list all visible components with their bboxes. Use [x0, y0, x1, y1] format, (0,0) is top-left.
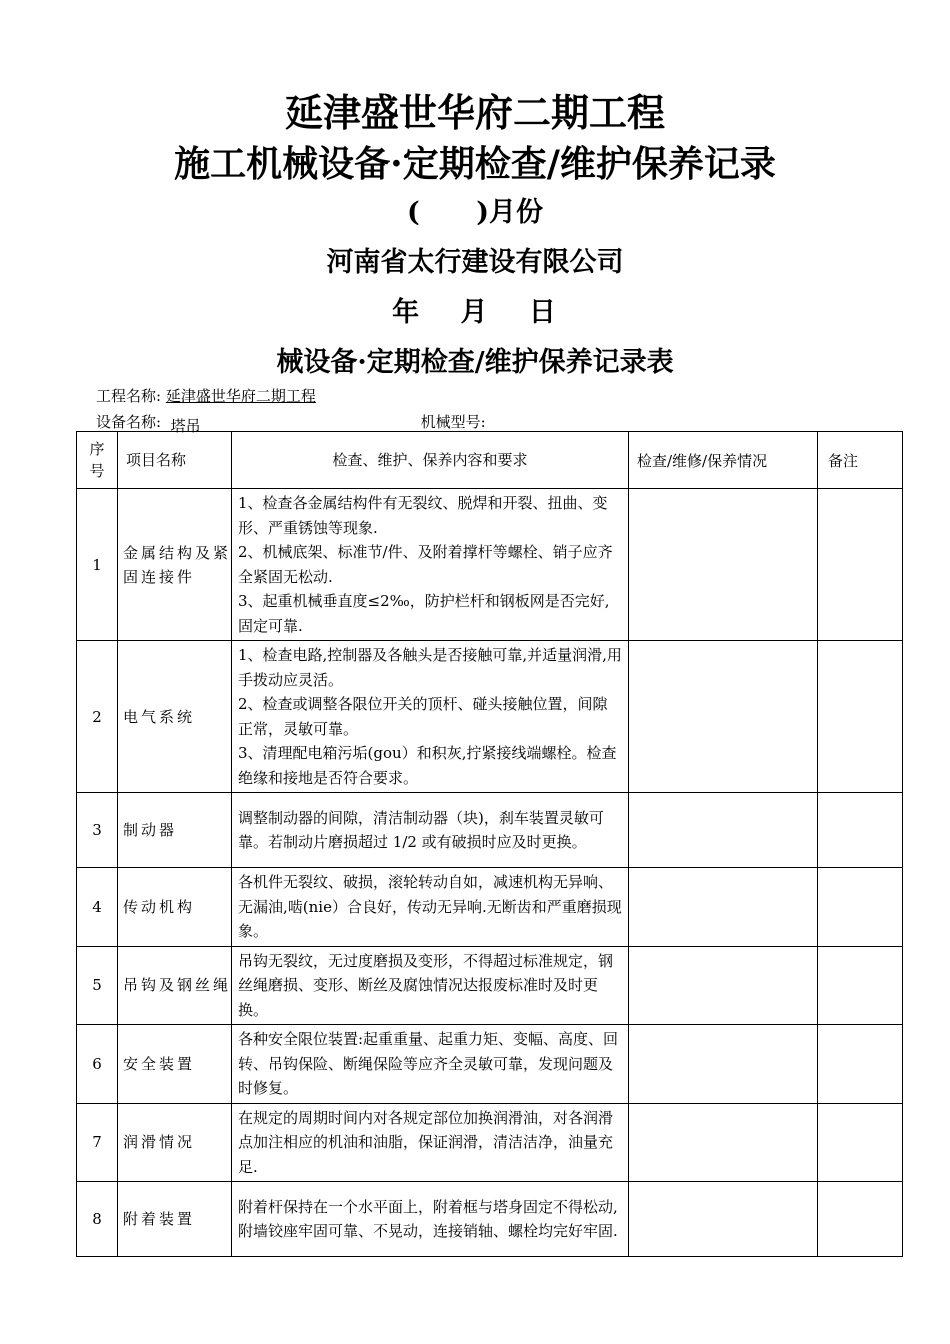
- header-item: 项目名称: [118, 432, 232, 489]
- requirement-line: 吊钩无裂纹，无过度磨损及变形，不得超过标准规定，钢丝绳磨损、变形、断丝及腐蚀情况达报废标准时及时更换。: [238, 951, 614, 1019]
- row-number: 2: [77, 641, 118, 793]
- row-number: 7: [77, 1103, 118, 1182]
- table-row: [77, 641, 903, 793]
- table-row: [77, 793, 903, 868]
- note-cell[interactable]: [818, 1103, 903, 1182]
- requirement-line: 2、机械底架、标准节/件、及附着撑杆等螺栓、销子应齐全紧固无松动.: [238, 543, 613, 586]
- note-cell[interactable]: [818, 641, 903, 793]
- row-number: 5: [77, 946, 118, 1025]
- status-cell[interactable]: [629, 641, 818, 793]
- item-name: 电气系统: [118, 641, 232, 793]
- header-status: 检查/维修/保养情况: [629, 432, 818, 489]
- equipment-line: [96, 411, 486, 435]
- project-name-label: 工程名称:: [96, 387, 162, 405]
- item-requirements: [232, 1025, 629, 1104]
- table-row: [77, 1103, 903, 1182]
- note-cell[interactable]: [818, 489, 903, 641]
- header-no: [77, 432, 118, 489]
- requirement-line: 调整制动器的间隙，清洁制动器（块)，刹车装置灵敏可靠。若制动片磨损超过 1/2 或有破损时应及时更换。: [238, 808, 604, 851]
- header-requirements: 检查、维护、保养内容和要求: [232, 432, 629, 489]
- item-name: 传动机构: [118, 868, 232, 947]
- equipment-name-value: 塔吊: [170, 417, 201, 435]
- requirement-line: 3、起重机械垂直度≤2‰，防护栏杆和钢板网是否完好,固定可靠.: [238, 592, 610, 635]
- table-row: [77, 946, 903, 1025]
- requirement-line: 各机件无裂纹、破损，滚轮转动自如，减速机构无异响、无漏油,啮(nie）合良好，传动无异响.无断齿和严重磨损现象。: [238, 873, 622, 940]
- equipment-name-label: 设备名称:: [96, 413, 162, 431]
- requirement-line: 附着杆保持在一个水平面上，附着框与塔身固定不得松动,附墙铰座牢固可靠、不晃动，连接销轴、螺栓均完好牢固.: [238, 1197, 618, 1240]
- row-number: 3: [77, 793, 118, 868]
- item-requirements: [232, 793, 629, 868]
- requirement-line: 在规定的周期时间内对各规定部位加换润滑油，对各润滑点加注相应的机油和油脂，保证润滑，清洁洁净，油量充足.: [238, 1108, 614, 1176]
- status-cell[interactable]: [629, 793, 818, 868]
- inspection-table: [76, 431, 903, 1257]
- table-header-row: [77, 432, 903, 489]
- requirement-line: 1、检查电路,控制器及各触头是否接触可靠,并适量润滑,用手拨动应灵活。: [238, 646, 622, 689]
- note-cell[interactable]: [818, 868, 903, 947]
- item-requirements: [232, 1182, 629, 1257]
- date-year-label: 年: [392, 297, 422, 328]
- header-no-text: 序 号: [89, 440, 105, 480]
- equipment-name-field[interactable]: [166, 415, 416, 435]
- table-row: [77, 489, 903, 641]
- project-title: 延津盛世华府二期工程: [284, 90, 665, 135]
- date-day-label: 日: [528, 297, 558, 328]
- item-requirements: [232, 946, 629, 1025]
- record-title: 施工机械设备·定期检查/维护保养记录: [174, 143, 776, 185]
- month-label: ( )月份: [407, 197, 543, 228]
- machine-model-label: 机械型号:: [420, 413, 486, 431]
- table-row: [77, 1182, 903, 1257]
- row-number: 6: [77, 1025, 118, 1104]
- requirement-line: 3、清理配电箱污垢(gou）和积灰,拧紧接线端螺栓。检查绝缘和接地是否符合要求。: [238, 744, 617, 787]
- item-requirements: [232, 641, 629, 793]
- status-cell[interactable]: [629, 1103, 818, 1182]
- item-name: 制动器: [118, 793, 232, 868]
- project-name-value: 延津盛世华府二期工程: [165, 387, 316, 405]
- date-month-label: 月: [460, 297, 490, 328]
- item-requirements: [232, 868, 629, 947]
- item-requirements: [232, 489, 629, 641]
- status-cell[interactable]: [629, 489, 818, 641]
- table-title: 械设备·定期检查/维护保养记录表: [276, 347, 674, 378]
- item-name: 润滑情况: [118, 1103, 232, 1182]
- row-number: 8: [77, 1182, 118, 1257]
- status-cell[interactable]: [629, 946, 818, 1025]
- note-cell[interactable]: [818, 1025, 903, 1104]
- note-cell[interactable]: [818, 946, 903, 1025]
- requirement-line: 2、检查或调整各限位开关的顶杆、碰头接触位置，间隙正常，灵敏可靠。: [238, 695, 608, 738]
- header-note: 备注: [818, 432, 903, 489]
- item-name: 吊钩及钢丝绳: [118, 946, 232, 1025]
- status-cell[interactable]: [629, 868, 818, 947]
- note-cell[interactable]: [818, 1182, 903, 1257]
- item-requirements: [232, 1103, 629, 1182]
- item-name: 金属结构及紧固连接件: [118, 489, 232, 641]
- row-number: 1: [77, 489, 118, 641]
- note-cell[interactable]: [818, 793, 903, 868]
- requirement-line: 各种安全限位装置:起重重量、起重力矩、变幅、高度、回转、吊钩保险、断绳保险等应齐全灵敏可靠，发现问题及时修复。: [238, 1030, 619, 1097]
- table-row: [77, 1025, 903, 1104]
- company-name: 河南省太行建设有限公司: [326, 247, 624, 278]
- status-cell[interactable]: [629, 1025, 818, 1104]
- table-row: [77, 868, 903, 947]
- status-cell[interactable]: [629, 1182, 818, 1257]
- requirement-line: 1、检查各金属结构件有无裂纹、脱焊和开裂、扭曲、变形、严重锈蚀等现象.: [238, 494, 608, 537]
- item-name: 安全装置: [118, 1025, 232, 1104]
- row-number: 4: [77, 868, 118, 947]
- date-line: [0, 290, 950, 329]
- item-name: 附着装置: [118, 1182, 232, 1257]
- project-name-line: [96, 385, 316, 406]
